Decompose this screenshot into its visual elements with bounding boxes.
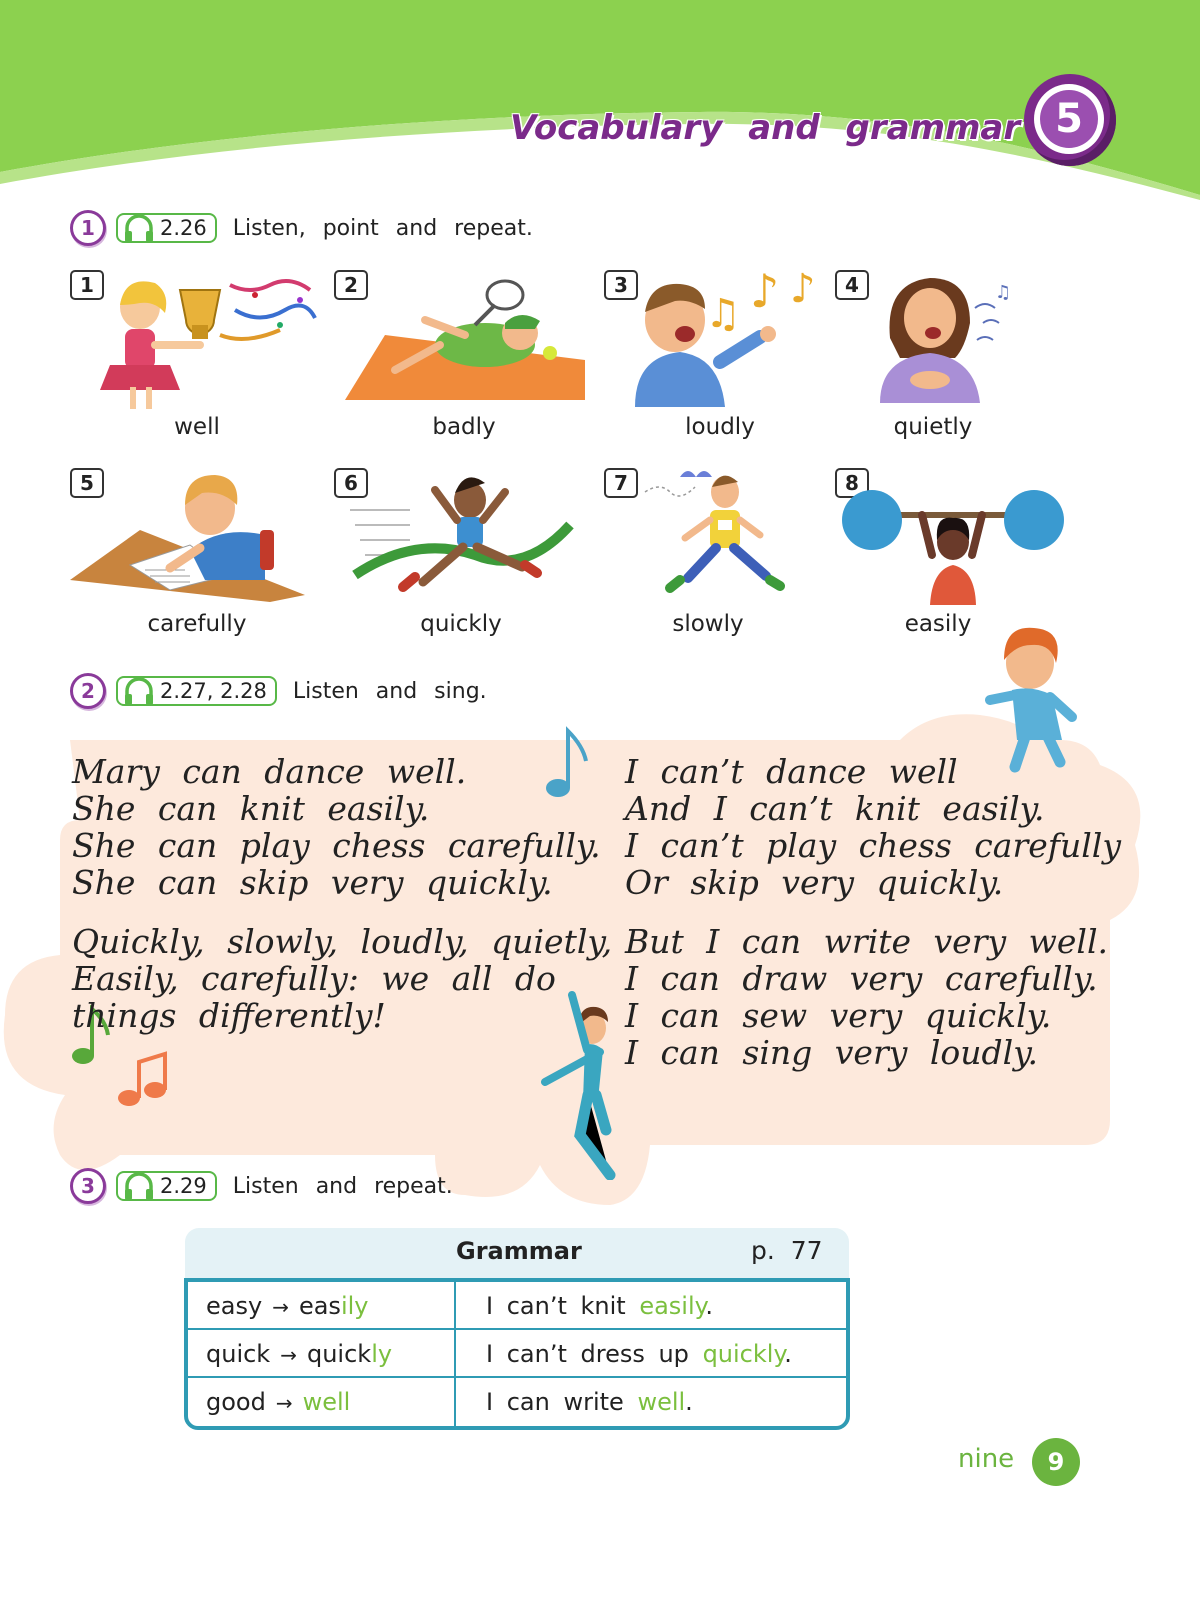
adverb-stem: eas [298, 1292, 341, 1320]
boy-writing-carefully-illustration [70, 470, 310, 605]
page-number-word: nine [958, 1444, 1015, 1474]
audio-track-label: 2.26 [160, 216, 207, 240]
adjective-to-adverb [206, 1292, 368, 1320]
example-sentence [486, 1340, 792, 1368]
song-line: Mary can dance well. [72, 752, 467, 791]
picture-number: 5 [70, 468, 104, 498]
song-chorus-line: Easily, carefully: we all do [72, 959, 556, 998]
svg-text:♫: ♫ [705, 291, 741, 337]
table-row [188, 1330, 846, 1378]
instruction: Listen and repeat. [232, 1173, 453, 1199]
section-title: Vocabulary and grammar [510, 108, 1021, 148]
vocab-word: quickly [420, 611, 502, 637]
picture-number: 6 [334, 468, 368, 498]
song-verse-left [72, 753, 612, 1034]
svg-text:♪: ♪ [750, 264, 780, 318]
vocab-word: badly [432, 414, 496, 440]
sentence-adverb: quickly [702, 1340, 785, 1368]
headphones-icon [122, 1169, 156, 1203]
arrow-right-icon: → [272, 1295, 289, 1319]
svg-text:♪: ♪ [790, 266, 816, 312]
picture-number: 4 [835, 270, 869, 300]
audio-track-button[interactable] [116, 1171, 217, 1201]
song-line: But I can write very well. [625, 922, 1108, 961]
arrow-right-icon: → [275, 1391, 293, 1415]
sentence-punctuation: . [685, 1388, 693, 1416]
song-chorus-line: Quickly, slowly, loudly, quietly, [72, 922, 613, 961]
picture-number: 2 [334, 270, 368, 300]
adjective-to-adverb [206, 1340, 392, 1368]
instruction: Listen and sing. [292, 678, 487, 704]
headphones-icon [122, 211, 156, 245]
sentence-start: I can write [486, 1388, 624, 1416]
header-banner [0, 0, 1200, 200]
girl-lifting-weights-illustration [842, 480, 1067, 605]
audio-track-button[interactable] [116, 213, 217, 243]
song-line: I can’t play chess carefully [625, 826, 1121, 865]
sentence-adverb: well [637, 1388, 686, 1416]
picture-number: 1 [70, 270, 104, 300]
sentence-punctuation: . [705, 1292, 714, 1320]
vocab-word: loudly [685, 414, 755, 440]
song-line: She can skip very quickly. [72, 863, 553, 902]
adjective-to-adverb [206, 1388, 350, 1416]
picture-number: 3 [604, 270, 638, 300]
music-note-icon [115, 1050, 175, 1110]
adjective: quick [206, 1340, 271, 1368]
unit-number: 5 [1040, 90, 1098, 148]
example-sentence [486, 1388, 693, 1416]
vocab-word: slowly [672, 611, 744, 637]
girl-running-quickly-illustration [345, 465, 580, 600]
sentence-adverb: easily [639, 1292, 706, 1320]
instruction: Listen, point and repeat. [232, 215, 533, 241]
page-number-badge: 9 [1032, 1438, 1080, 1486]
table-row [188, 1282, 846, 1330]
exercise-3-header [70, 1168, 453, 1204]
unit-badge [1024, 74, 1116, 166]
grammar-title: Grammar [456, 1237, 582, 1265]
sentence-punctuation: . [784, 1340, 792, 1368]
song-line: I can draw very carefully. [625, 959, 1098, 998]
audio-track-label: 2.29 [160, 1174, 207, 1198]
song-line: She can play chess carefully. [72, 826, 601, 865]
sentence-start: I can’t dress up [486, 1340, 689, 1368]
vocab-word: well [174, 414, 220, 440]
adverb-stem: quick [306, 1340, 372, 1368]
picture-number: 7 [604, 468, 638, 498]
girl-singing-quietly-illustration [865, 268, 1025, 403]
vocab-word: easily [904, 611, 972, 637]
adverb-suffix: well [302, 1388, 351, 1416]
adjective: easy [206, 1292, 263, 1320]
girl-dancing-trophy-illustration [80, 265, 320, 415]
arrow-right-icon: → [280, 1343, 297, 1367]
song-line: And I can’t knit easily. [625, 789, 1045, 828]
svg-text:♫: ♫ [995, 282, 1012, 303]
exercise-number: 3 [70, 1168, 106, 1204]
vocab-word: quietly [893, 414, 973, 440]
exercise-number: 1 [70, 210, 106, 246]
song-line: I can’t dance well [625, 752, 958, 791]
adverb-suffix: ly [371, 1340, 393, 1368]
song-chorus-line: things differently! [72, 996, 386, 1035]
song-line: She can knit easily. [72, 789, 430, 828]
boy-falling-tennis-illustration [345, 275, 590, 405]
sentence-start: I can’t knit [486, 1292, 626, 1320]
boy-walking-slowly-illustration [640, 462, 790, 602]
adverb-suffix: ily [340, 1292, 369, 1320]
grammar-table [184, 1278, 850, 1430]
boy-singing-loudly-illustration [630, 262, 830, 407]
song-verse-right [625, 753, 1121, 1071]
example-sentence [486, 1292, 713, 1320]
audio-track-label: 2.27, 2.28 [160, 679, 267, 703]
exercise-1-header [70, 210, 533, 246]
exercise-number: 2 [70, 673, 106, 709]
picture-number: 8 [835, 468, 869, 498]
song-line: I can sew very quickly. [625, 996, 1052, 1035]
song-line: Or skip very quickly. [625, 863, 1004, 902]
adjective: good [206, 1388, 266, 1416]
grammar-page-reference[interactable]: p. 77 [751, 1236, 823, 1265]
song-line: I can sing very loudly. [625, 1033, 1038, 1072]
vocab-word: carefully [147, 611, 247, 637]
table-row [188, 1378, 846, 1426]
